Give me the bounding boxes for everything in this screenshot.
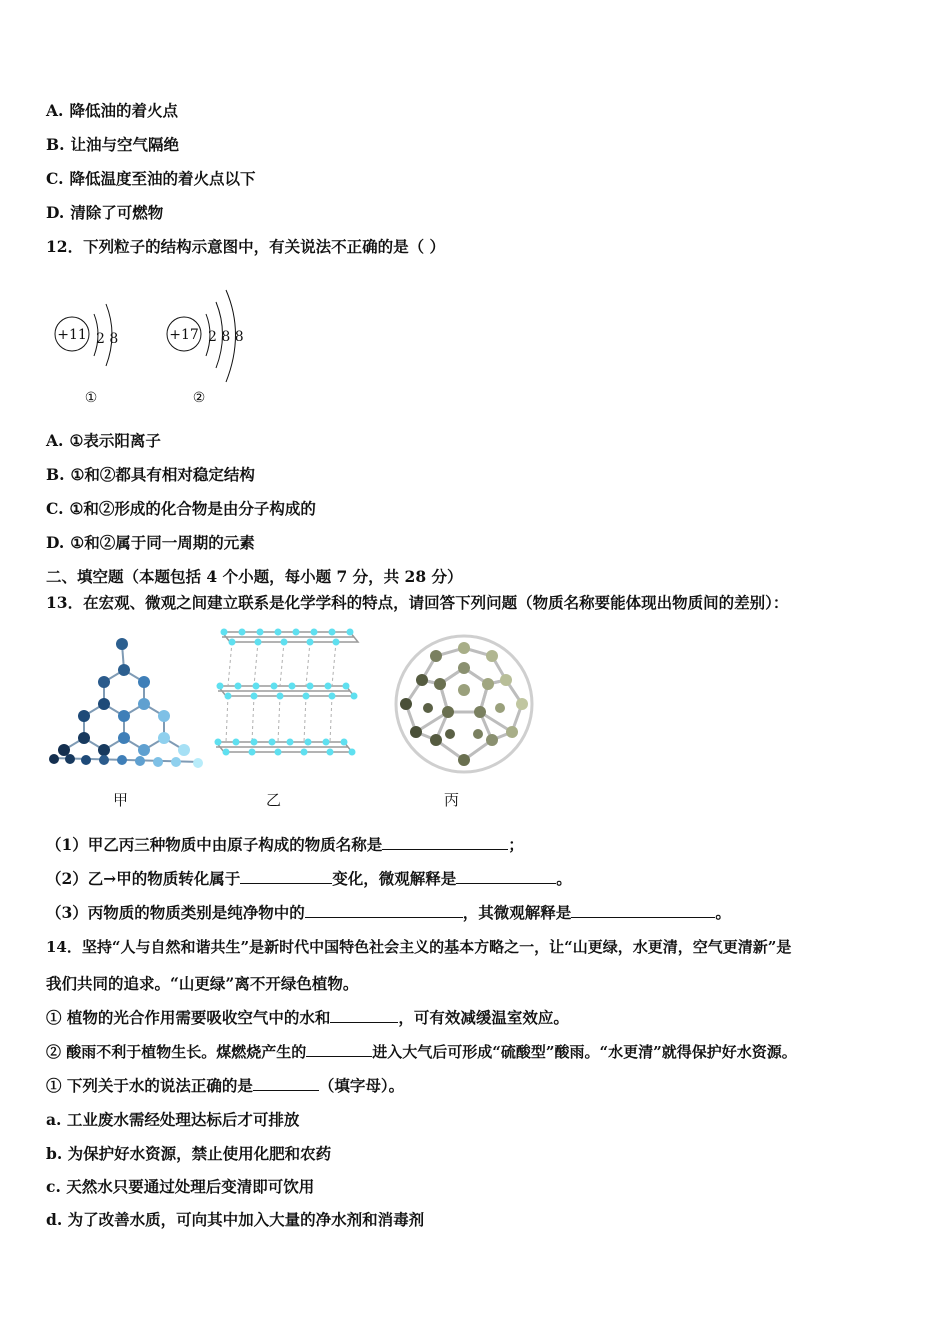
option-letter: B.: [46, 135, 65, 154]
q13-sub3-blank-2[interactable]: [571, 903, 715, 918]
q13-sub2: [46, 869, 572, 889]
caption-yi: 乙: [266, 791, 282, 809]
section-2-heading: 二、填空题（本题包括 4 个小题，每小题 7 分，共 28 分）: [46, 567, 463, 586]
q12-option-a: [46, 431, 161, 451]
q13-sub3-middle: ，其微观解释是: [462, 903, 572, 922]
q14-item-1-prefix: ① 植物的光合作用需要吸收空气中的水和: [46, 1008, 331, 1027]
q11-option-a: [46, 101, 178, 121]
q13-sub1-blank[interactable]: [382, 835, 508, 850]
option-text: 降低温度至油的着火点以下: [69, 169, 256, 188]
q14-item-2: [46, 1042, 797, 1062]
q13-sub2-suffix: 。: [556, 869, 572, 888]
q14-item-2-prefix: ② 酸雨不利于植物生长。煤燃烧产生的: [46, 1043, 307, 1061]
structure-yi-diagram: [210, 624, 360, 772]
option-letter: B.: [46, 465, 65, 484]
option-letter: A.: [46, 101, 64, 120]
electron-shells-1: 2 8: [96, 331, 119, 347]
q14-choice-c: c. 天然水只要通过处理后变清即可饮用: [46, 1177, 315, 1196]
q13-sub2-prefix: （2）乙→甲的物质转化属于: [46, 869, 241, 888]
particle-label-2: ②: [192, 390, 206, 406]
q12-stem: 12．下列粒子的结构示意图中，有关说法不正确的是（ ）: [46, 237, 445, 256]
option-text: ①和②形成的化合物是由分子构成的: [69, 499, 316, 518]
q14-item-3-suffix: （填字母）。: [318, 1076, 405, 1095]
q14-choice-d: d. 为了改善水质，可向其中加入大量的净水剂和消毒剂: [46, 1210, 425, 1229]
q11-option-c: [46, 169, 255, 189]
option-text: 清除了可燃物: [70, 203, 164, 222]
q14-choice-a: a. 工业废水需经处理达标后才可排放: [46, 1110, 300, 1129]
option-text: ①和②都具有相对稳定结构: [70, 465, 255, 484]
q13-sub3: [46, 903, 731, 923]
option-text: 让油与空气隔绝: [70, 135, 180, 154]
q14-stem-line-1: 14．坚持“人与自然和谐共生”是新时代中国特色社会主义的基本方略之一，让“山更绿，水更清，空气更清新”是: [46, 938, 792, 956]
q13-sub2-blank-1[interactable]: [240, 869, 332, 884]
q14-item-3-prefix: ① 下列关于水的说法正确的是: [46, 1076, 253, 1095]
q13-sub3-prefix: （3）丙物质的物质类别是纯净物中的: [46, 903, 305, 922]
q14-item-2-blank[interactable]: [306, 1042, 372, 1057]
q13-sub1-prefix: （1）甲乙丙三种物质中由原子构成的物质名称是: [46, 835, 383, 854]
atomic-structure-diagrams: [48, 276, 258, 411]
option-text: ①表示阳离子: [69, 431, 161, 450]
caption-bing: 丙: [444, 791, 460, 809]
structure-bing-diagram: [388, 628, 540, 780]
q14-item-1: [46, 1008, 569, 1028]
electron-shells-2: 2 8 8: [208, 329, 244, 345]
option-letter: C.: [46, 169, 64, 188]
option-letter: D.: [46, 203, 65, 222]
option-letter: A.: [46, 431, 64, 450]
nucleus-charge-2: +17: [169, 327, 199, 343]
particle-2-diagram: [167, 290, 244, 406]
particle-1-diagram: [55, 304, 118, 406]
q13-sub2-blank-2[interactable]: [456, 869, 556, 884]
q13-sub3-suffix: 。: [715, 903, 731, 922]
q14-stem-line-2: 我们共同的追求。“山更绿”离不开绿色植物。: [46, 974, 359, 993]
q12-option-c: [46, 499, 316, 519]
q11-option-b: [46, 135, 179, 155]
q11-option-d: [46, 203, 163, 223]
q14-item-2-suffix: 进入大气后可形成“硫酸型”酸雨。“水更清”就得保护好水资源。: [372, 1043, 797, 1061]
q14-choice-b: b. 为保护好水资源，禁止使用化肥和农药: [46, 1144, 332, 1163]
q14-item-1-suffix: ，可有效减缓温室效应。: [398, 1008, 569, 1027]
particle-label-1: ①: [84, 390, 98, 406]
q13-sub1: [46, 835, 524, 855]
q14-item-1-blank[interactable]: [330, 1008, 398, 1023]
q14-item-3: [46, 1076, 404, 1096]
q13-sub2-middle: 变化，微观解释是: [332, 869, 457, 888]
q12-option-b: [46, 465, 255, 485]
option-text: ①和②属于同一周期的元素: [70, 533, 255, 552]
option-letter: C.: [46, 499, 64, 518]
q12-option-d: [46, 533, 255, 553]
nucleus-charge-1: +11: [57, 327, 87, 343]
caption-jia: 甲: [113, 791, 129, 809]
q13-stem: 13．在宏观、微观之间建立联系是化学学科的特点，请回答下列问题（物质名称要能体现出物质间的差别）：: [46, 593, 789, 612]
structure-jia-diagram: [46, 632, 211, 774]
option-text: 降低油的着火点: [69, 101, 178, 120]
q14-item-3-blank[interactable]: [253, 1076, 319, 1091]
q13-sub3-blank-1[interactable]: [305, 903, 463, 918]
option-letter: D.: [46, 533, 65, 552]
q13-sub1-suffix: ；: [508, 835, 524, 854]
